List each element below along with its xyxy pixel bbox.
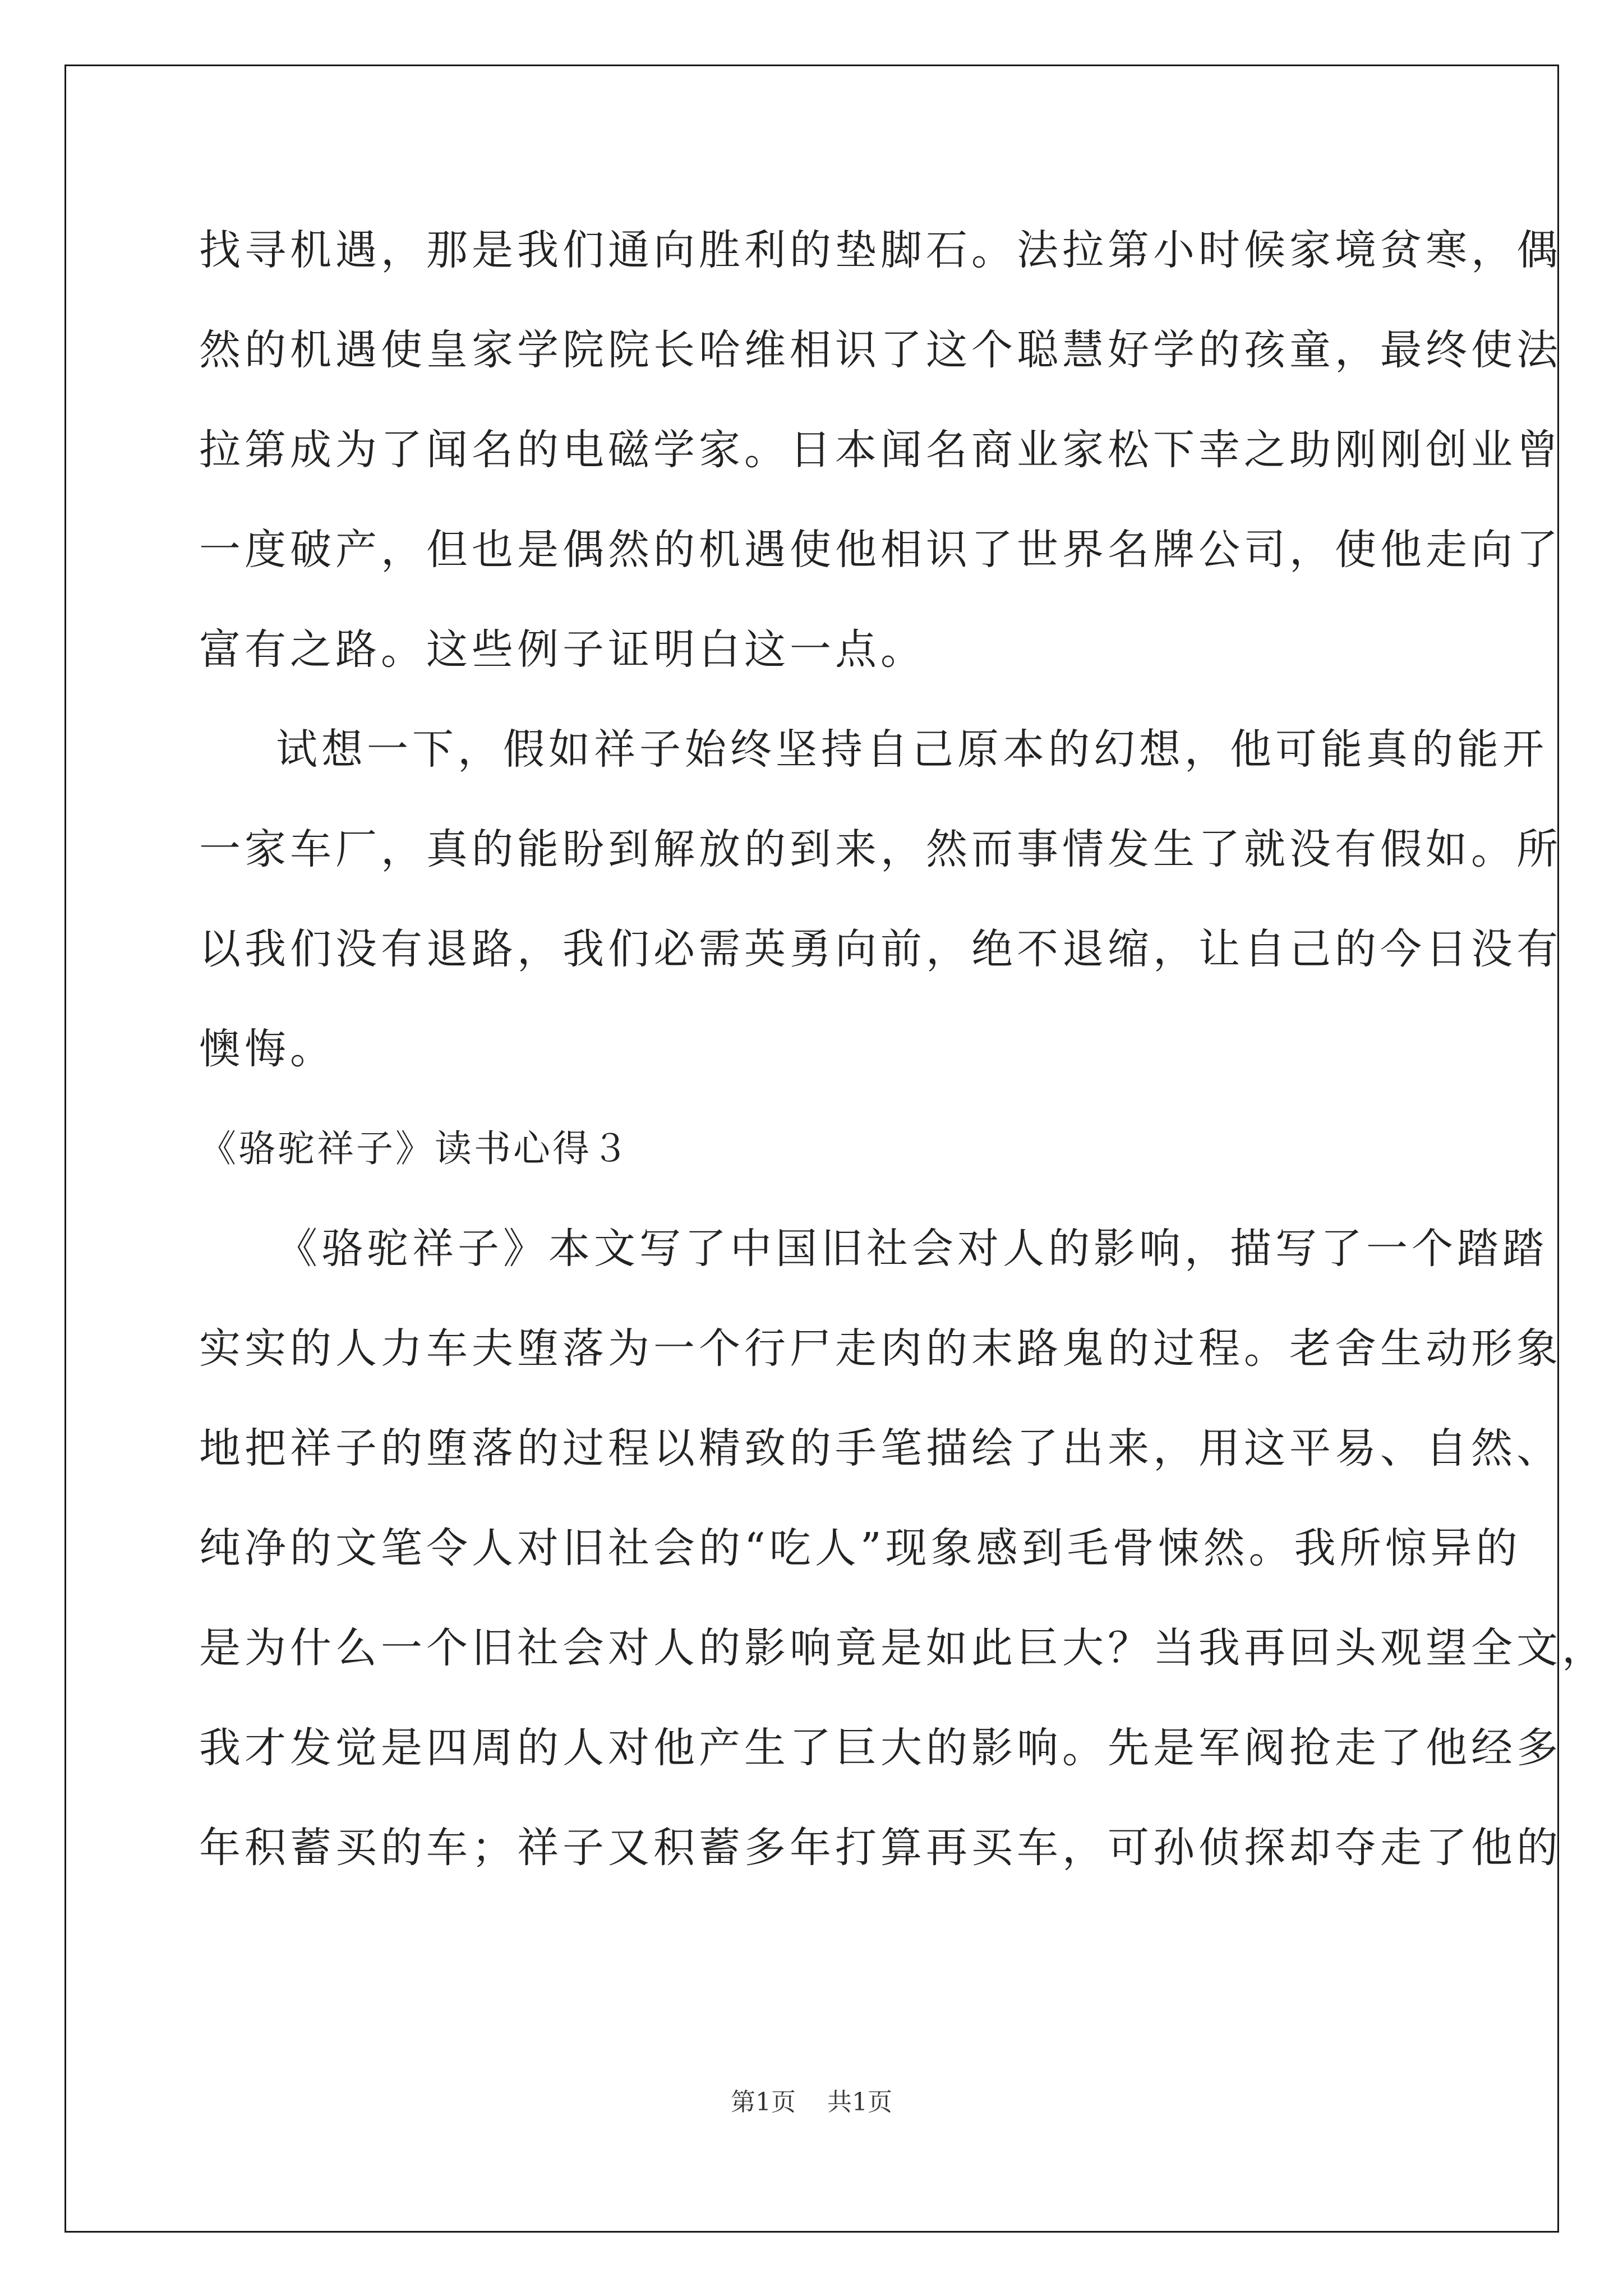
paragraph-line: 是为什么一个旧社会对人的影响竟是如此巨大？当我再回头观望全文，	[199, 1624, 1607, 1672]
paragraph-line: 然的机遇使皇家学院院长哈维相识了这个聪慧好学的孩童，最终使法	[199, 326, 1562, 374]
paragraph-line: 实实的人力车夫堕落为一个行尸走肉的末路鬼的过程。老舍生动形象	[199, 1324, 1562, 1373]
paragraph-line: 一度破产，但也是偶然的机遇使他相识了世界名牌公司，使他走向了	[199, 526, 1562, 574]
paragraph-line: 以我们没有退路，我们必需英勇向前，绝不退缩，让自己的今日没有	[199, 925, 1562, 973]
paragraph-line: 《骆驼祥子》本文写了中国旧社会对人的影响，描写了一个踏踏	[276, 1225, 1548, 1273]
paragraph-line: 地把祥子的堕落的过程以精致的手笔描绘了出来，用这平易、自然、	[199, 1424, 1562, 1473]
page-number-footer: 第1页 共1页	[731, 2088, 892, 2116]
paragraph-line: 懊悔。	[199, 1025, 335, 1073]
paragraph-line: 我才发觉是四周的人对他产生了巨大的影响。先是军阀抢走了他经多	[199, 1724, 1562, 1772]
paragraph-line: 找寻机遇，那是我们通向胜利的垫脚石。法拉第小时候家境贫寒，偶	[199, 226, 1562, 274]
paragraph-line: 试想一下，假如祥子始终坚持自己原本的幻想，他可能真的能开	[276, 725, 1548, 774]
section-heading: 《骆驼祥子》读书心得３	[199, 1127, 631, 1170]
paragraph-line: 富有之路。这些例子证明白这一点。	[199, 625, 926, 674]
paragraph-line: 纯净的文笔令人对旧社会的“吃人”现象感到毛骨悚然。我所惊异的	[199, 1524, 1521, 1572]
paragraph-line: 一家车厂，真的能盼到解放的到来，然而事情发生了就没有假如。所	[199, 825, 1562, 873]
paragraph-line: 年积蓄买的车；祥子又积蓄多年打算再买车，可孙侦探却夺走了他的	[199, 1824, 1562, 1872]
paragraph-line: 拉第成为了闻名的电磁学家。日本闻名商业家松下幸之助刚刚创业曾	[199, 426, 1562, 474]
